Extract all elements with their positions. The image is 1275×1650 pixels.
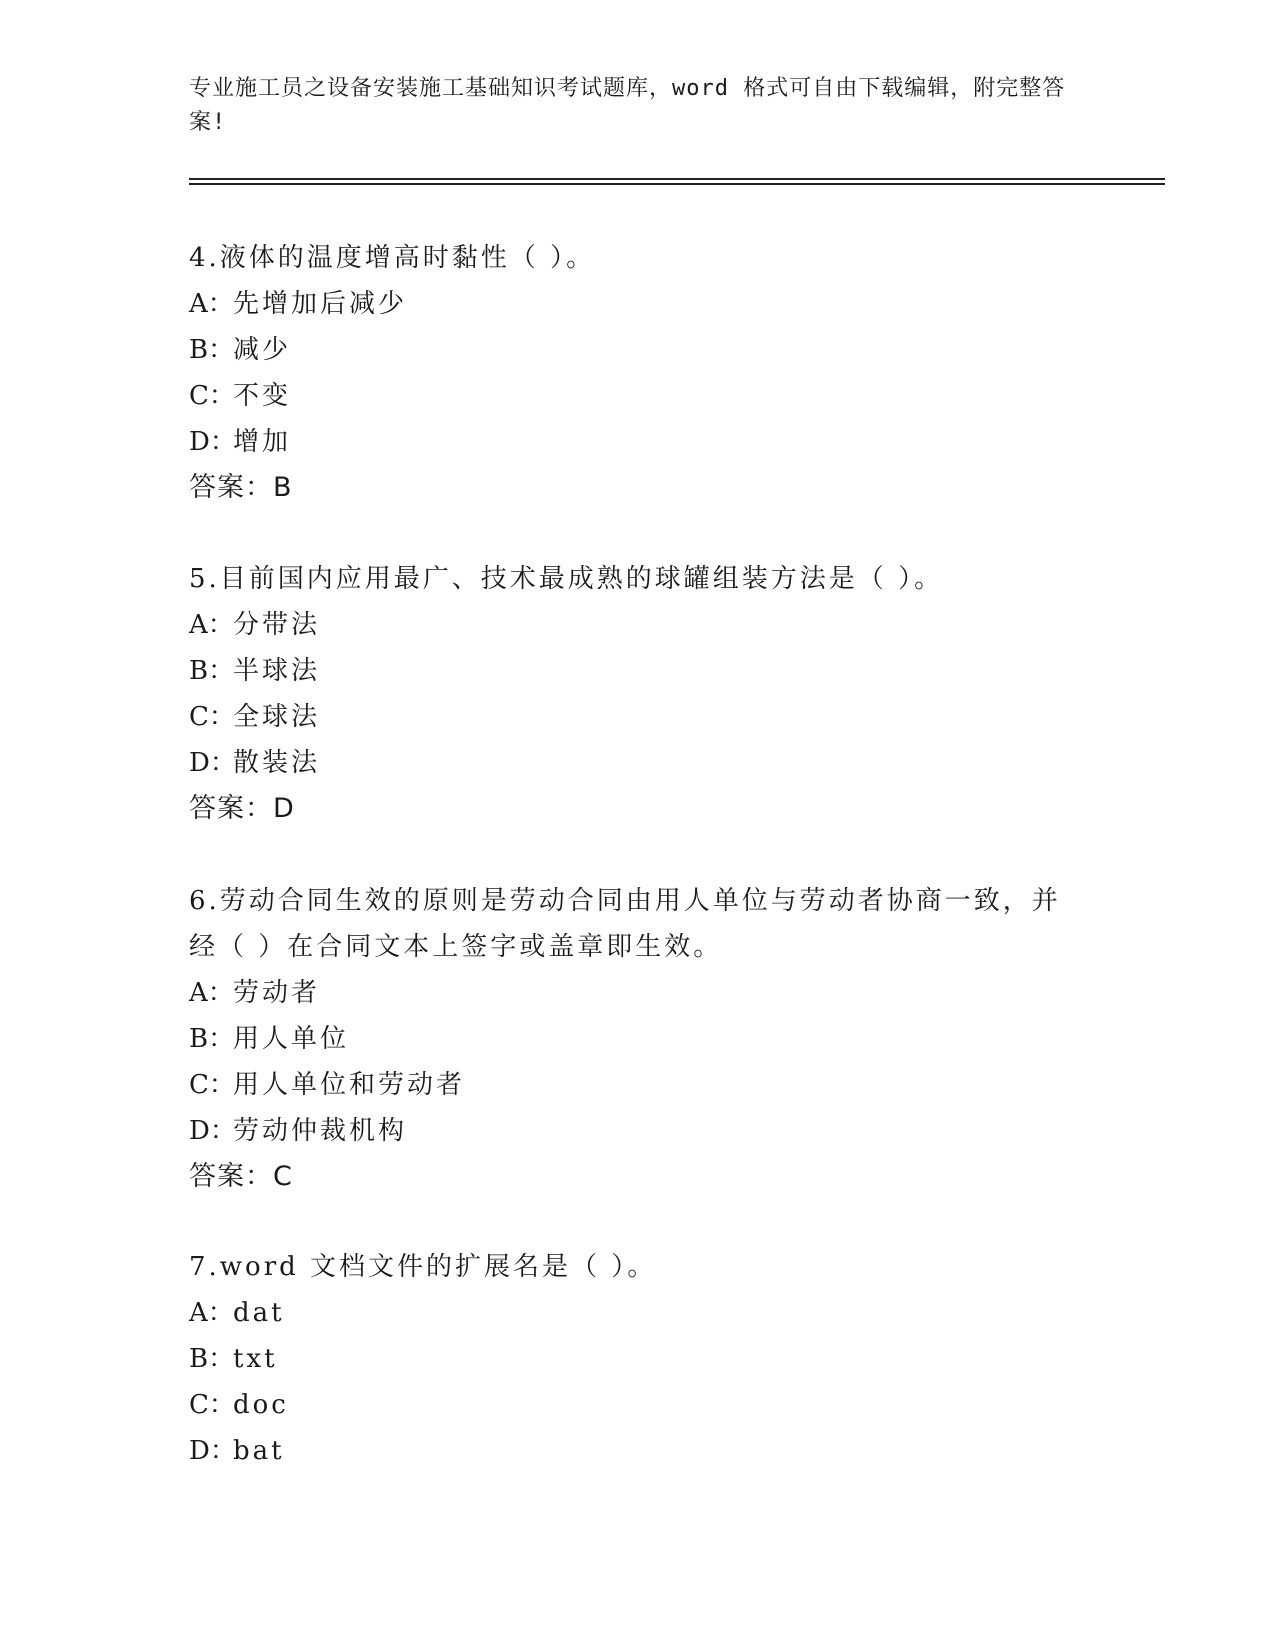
option-a — [189, 970, 1089, 1016]
option-text: 先增加后减少 — [233, 289, 408, 319]
option-letter: B： — [189, 335, 235, 365]
option-letter: C： — [189, 381, 235, 411]
option-c — [189, 373, 1089, 419]
option-letter: D： — [189, 1116, 236, 1146]
option-a — [189, 1290, 1089, 1336]
option-letter: A： — [189, 1298, 234, 1328]
option-text: 劳动者 — [233, 978, 321, 1008]
option-letter: A： — [189, 610, 234, 640]
option-letter: B： — [189, 656, 235, 686]
option-text: 半球法 — [233, 656, 321, 686]
option-letter: D： — [189, 748, 236, 778]
option-text: 不变 — [233, 381, 292, 411]
option-letter: C： — [189, 1390, 235, 1420]
option-b — [189, 327, 1089, 373]
option-d — [189, 419, 1089, 465]
option-letter: D： — [189, 1436, 236, 1466]
header-divider-top — [189, 178, 1165, 180]
header-divider-bottom — [189, 183, 1165, 185]
option-text: 散装法 — [233, 748, 321, 778]
option-text: 增加 — [233, 427, 292, 457]
option-text: 全球法 — [233, 702, 321, 732]
document-header: 专业施工员之设备安装施工基础知识考试题库，word 格式可自由下载编辑，附完整答案! — [189, 76, 1066, 135]
answer-line: 答案：D — [189, 793, 295, 824]
option-c — [189, 1062, 1089, 1108]
question-4 — [189, 235, 1089, 511]
answer-line: 答案：B — [189, 472, 293, 503]
option-text: bat — [233, 1436, 285, 1466]
option-a — [189, 281, 1089, 327]
option-text: 用人单位和劳动者 — [233, 1070, 466, 1100]
option-text: 用人单位 — [233, 1024, 350, 1054]
option-c — [189, 694, 1089, 740]
answer-line: 答案：C — [189, 1161, 293, 1192]
option-d — [189, 740, 1089, 786]
option-b — [189, 648, 1089, 694]
option-c — [189, 1382, 1089, 1428]
option-a — [189, 602, 1089, 648]
option-text: 分带法 — [233, 610, 321, 640]
option-text: doc — [233, 1390, 289, 1420]
question-stem: 4.液体的温度增高时黏性（ ）。 — [189, 243, 596, 273]
option-text: 减少 — [233, 335, 292, 365]
question-7 — [189, 1244, 1089, 1474]
option-letter: C： — [189, 702, 235, 732]
option-text: txt — [233, 1344, 278, 1374]
question-5 — [189, 556, 1089, 832]
question-6 — [189, 878, 1089, 1200]
option-letter: A： — [189, 978, 234, 1008]
option-b — [189, 1016, 1089, 1062]
option-b — [189, 1336, 1089, 1382]
option-letter: A： — [189, 289, 234, 319]
option-d — [189, 1428, 1089, 1474]
option-text: 劳动仲裁机构 — [233, 1116, 408, 1146]
option-d — [189, 1108, 1089, 1154]
option-text: dat — [233, 1298, 285, 1328]
question-stem: 6.劳动合同生效的原则是劳动合同由用人单位与劳动者协商一致，并经（ ）在合同文本上签字或盖章即生效。 — [189, 886, 1061, 962]
option-letter: B： — [189, 1344, 235, 1374]
question-stem: 7.word 文档文件的扩展名是（ ）。 — [189, 1252, 657, 1282]
option-letter: C： — [189, 1070, 235, 1100]
question-stem: 5.目前国内应用最广、技术最成熟的球罐组装方法是（ ）。 — [189, 564, 944, 594]
option-letter: B： — [189, 1024, 235, 1054]
option-letter: D： — [189, 427, 236, 457]
